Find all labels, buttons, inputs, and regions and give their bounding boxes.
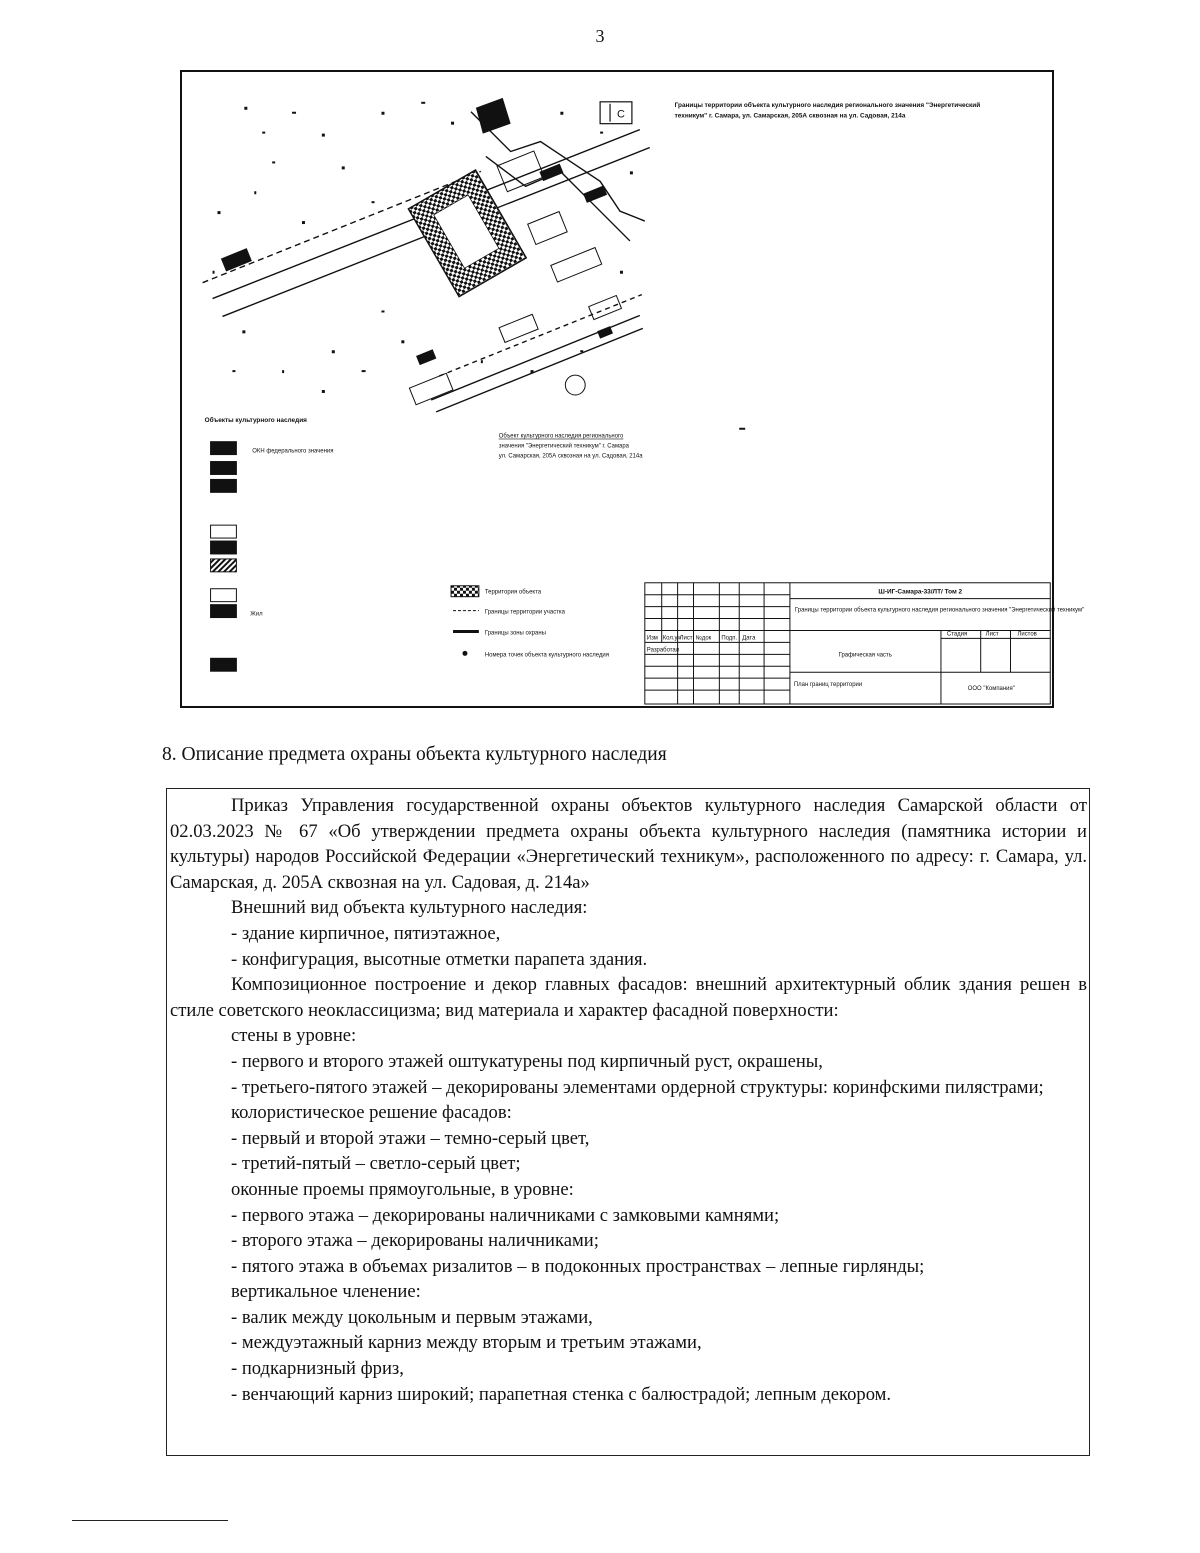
stamp-role: Разработал: [646, 647, 680, 654]
stamp-description: Границы территории объекта культурного наследия регионального значения "Энергетический техникум": [794, 607, 1085, 614]
order-paragraph: Приказ Управления государственной охраны объектов культурного наследия Самарской области от 02.03.2023 № 67 «Об утверждении предмета охраны объекта культурного наследия (памятника истории и культуры) народов Российской Федерации «Энергетический техникум», расположенного по адресу: г. Самара, ул. Самарская, д. 205А сквозная на ул. Садовая, д. 214а»: [170, 795, 1087, 893]
svg-text:Номера точек объекта культурно: Номера точек объекта культурного наследия: [484, 652, 609, 659]
object-caption-3: ул. Самарская, 205А сквозная на ул. Садовая, 214а: [498, 453, 643, 460]
compass-label: С: [617, 108, 625, 121]
legend-federal-label: ОКН федерального значения: [252, 448, 334, 455]
protection-subject-box: [166, 788, 1090, 1456]
title-block-text: [647, 589, 1084, 692]
map-streets: [203, 112, 650, 412]
map-title-line1: Границы территории объекта культурного наследия регионального значения "Энергетический: [674, 101, 981, 109]
list-item: - первого и второго этажей оштукатурены под кирпичный руст, окрашены,: [231, 1050, 823, 1072]
windows-heading: оконные проемы прямоугольные, в уровне:: [231, 1178, 574, 1200]
svg-text:Лист: Лист: [985, 631, 999, 638]
svg-text:Листов: Листов: [1017, 631, 1037, 638]
svg-text:№док: №док: [695, 635, 712, 642]
legend-swatches: [211, 442, 237, 672]
legend-small-label: Жил: [250, 611, 263, 618]
object-caption-2: значения "Энергетический техникум" г. Самара: [498, 443, 629, 450]
svg-text:Границы территории участка: Границы территории участка: [484, 609, 565, 616]
stamp-org: ООО "Компания": [967, 686, 1015, 693]
list-item: - третьего-пятого этажей – декорированы элементами ордерной структуры: коринфскими пилястрами;: [231, 1076, 1044, 1098]
heritage-building: [408, 170, 526, 297]
svg-text:Изм: Изм: [646, 635, 658, 642]
color-heading: колористическое решение фасадов:: [231, 1102, 512, 1124]
list-item: - междуэтажный карниз между вторым и третьим этажами,: [231, 1332, 702, 1354]
svg-text:Стадия: Стадия: [946, 631, 968, 638]
object-caption-1: Объект культурного наследия регионального: [498, 433, 624, 440]
list-item: - третий-пятый – светло-серый цвет;: [231, 1153, 521, 1175]
list-item: - валик между цокольным и первым этажами,: [231, 1306, 593, 1328]
list-item: - второго этажа – декорированы наличниками;: [231, 1230, 599, 1252]
composition-paragraph: Композиционное построение и декор главных фасадов: внешний архитектурный облик здания решен в стиле советского неоклассицизма; вид материала и характер фасадной поверхности:: [170, 974, 1087, 1021]
svg-text:Границы зоны охраны: Границы зоны охраны: [484, 630, 546, 637]
walls-heading: стены в уровне:: [231, 1025, 357, 1047]
svg-text:Кол.уч: Кол.уч: [662, 635, 681, 642]
compass-box: [600, 102, 632, 124]
map-title-line2: техникум" г. Самара, ул. Самарская, 205А сквозная на ул. Садовая, 214а: [674, 112, 906, 120]
page-number: 3: [595, 26, 605, 46]
stamp-section: Графическая часть: [838, 652, 892, 659]
legend-bottom: [451, 586, 609, 659]
division-heading: вертикальное членение:: [231, 1281, 421, 1303]
list-item: - конфигурация, высотные отметки парапета здания.: [231, 948, 648, 970]
exterior-heading: Внешний вид объекта культурного наследия:: [231, 897, 588, 919]
svg-text:Лист: Лист: [679, 635, 693, 642]
list-item: - подкарнизный фриз,: [231, 1358, 404, 1380]
stamp-plan: План границ территории: [793, 682, 863, 689]
list-item: - первого этажа – декорированы наличниками с замковыми камнями;: [231, 1204, 780, 1226]
list-item: - здание кирпичное, пятиэтажное,: [231, 922, 501, 944]
svg-text:Территория объекта: Территория объекта: [484, 589, 542, 596]
map-buildings: [221, 98, 613, 365]
legend-title: Объекты культурного наследия: [204, 416, 307, 424]
svg-text:Дата: Дата: [742, 635, 756, 642]
list-item: - пятого этажа в объемах ризалитов – в подоконных пространствах – лепные гирлянды;: [231, 1255, 925, 1277]
list-item: - первый и второй этажи – темно-серый цвет,: [231, 1127, 590, 1149]
svg-text:Подп.: Подп.: [721, 635, 738, 642]
site-plan-map: [180, 70, 1085, 708]
stamp-code: Ш-ИГ-Самара-33/ЛТ/ Том 2: [878, 588, 963, 596]
section-heading: 8. Описание предмета охраны объекта культурного наследия: [162, 744, 667, 765]
footnote-divider: [72, 1520, 228, 1521]
list-item: - венчающий карниз широкий; парапетная стенка с балюстрадой; лепным декором.: [231, 1383, 892, 1405]
